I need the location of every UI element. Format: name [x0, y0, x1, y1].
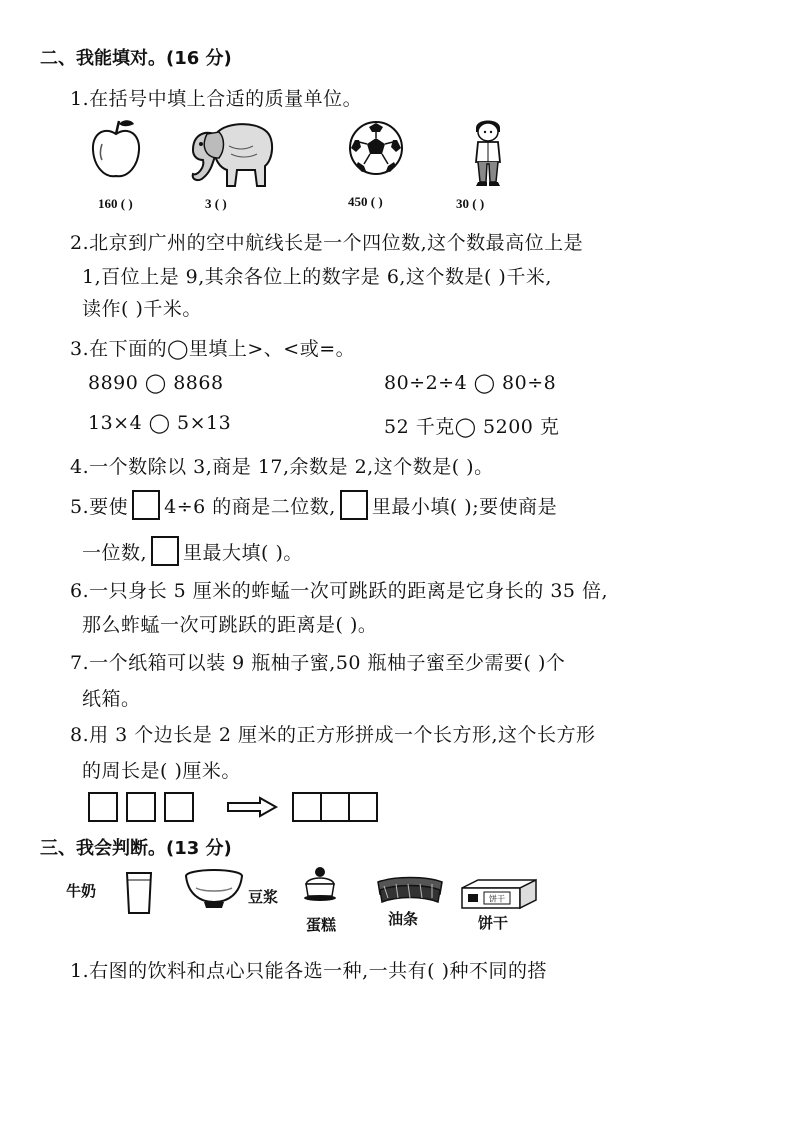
compare-item-3: 13×4 ◯ 5×13: [88, 412, 232, 434]
question-5-line-1: [70, 490, 557, 520]
question-2-line-1: 2.北京到广州的空中航线长是一个四位数,这个数最高位上是: [70, 232, 584, 254]
question-7-line-2: 纸箱。: [82, 688, 141, 710]
question-2-line-3: 读作( )千米。: [82, 298, 202, 320]
apple-weight-caption: 160 ( ): [98, 196, 133, 211]
boy-weight-caption: 30 ( ): [456, 196, 485, 211]
rectangle-divider: [348, 794, 350, 820]
milk-glass-icon: [124, 870, 154, 916]
biscuit-label: 饼干: [478, 914, 509, 932]
blank-square-box: [151, 536, 179, 566]
question-6-line-1: 6.一只身长 5 厘米的蚱蜢一次可跳跃的距离是它身长的 35 倍,: [70, 580, 609, 602]
ball-weight-caption: 450 ( ): [348, 194, 383, 209]
question-4-text: 4.一个数除以 3,商是 17,余数是 2,这个数是( )。: [70, 456, 494, 478]
youtiao-label: 油条: [388, 910, 419, 928]
biscuit-box-label: 饼干: [489, 894, 505, 904]
cake-icon: [302, 864, 338, 904]
compare-item-1: 8890 ◯ 8868: [88, 372, 224, 394]
unit-square-2: [126, 792, 156, 822]
question-1-text: 1.在括号中填上合适的质量单位。: [70, 88, 363, 110]
question-3-text: 3.在下面的◯里填上>、<或=。: [70, 338, 356, 360]
question-8-line-2: 的周长是( )厘米。: [82, 760, 241, 782]
question-5-part-2: 4÷6 的商是二位数,: [164, 496, 336, 518]
cake-label: 蛋糕: [306, 916, 337, 934]
question-6-line-2: 那么蚱蜢一次可跳跃的距离是( )。: [82, 614, 378, 636]
question-5-part-5: 里最大填( )。: [183, 542, 303, 564]
question-7-line-1: 7.一个纸箱可以装 9 瓶柚子蜜,50 瓶柚子蜜至少需要( )个: [70, 652, 566, 674]
question-5-line-2: [82, 536, 303, 566]
boy-icon: [470, 116, 506, 188]
compare-item-2: 80÷2÷4 ◯ 80÷8: [384, 372, 557, 394]
youtiao-icon: [374, 872, 446, 908]
blank-square-box: [340, 490, 368, 520]
section-3-title: 三、我会判断。(13 分): [40, 838, 232, 859]
section-2-title: 二、我能填对。(16 分): [40, 48, 232, 69]
question-8-line-1: 8.用 3 个边长是 2 厘米的正方形拼成一个长方形,这个长方形: [70, 724, 596, 746]
arrow-right-icon: [226, 796, 278, 818]
section-3-question-1: 1.右图的饮料和点心只能各选一种,一共有( )种不同的搭: [70, 960, 548, 982]
milk-label: 牛奶: [66, 882, 97, 900]
blank-square-box: [132, 490, 160, 520]
compare-item-4: 52 千克◯ 5200 克: [384, 416, 560, 438]
question-5-part-3: 里最小填( );要使商是: [371, 496, 558, 518]
unit-square-3: [164, 792, 194, 822]
biscuit-box-icon: [458, 876, 540, 912]
soymilk-bowl-icon: [184, 868, 244, 912]
soymilk-label: 豆浆: [248, 888, 279, 906]
unit-square-1: [88, 792, 118, 822]
question-2-line-2: 1,百位上是 9,其余各位上的数字是 6,这个数是( )千米,: [82, 266, 552, 288]
soccer-ball-icon: [348, 120, 404, 176]
rectangle-divider: [320, 794, 322, 820]
question-5-part-1: 5.要使: [70, 496, 129, 518]
combined-rectangle: [292, 792, 378, 822]
elephant-weight-caption: 3 ( ): [205, 196, 227, 211]
elephant-icon: [185, 116, 277, 192]
apple-icon: [90, 118, 142, 180]
question-5-part-4: 一位数,: [82, 542, 148, 564]
